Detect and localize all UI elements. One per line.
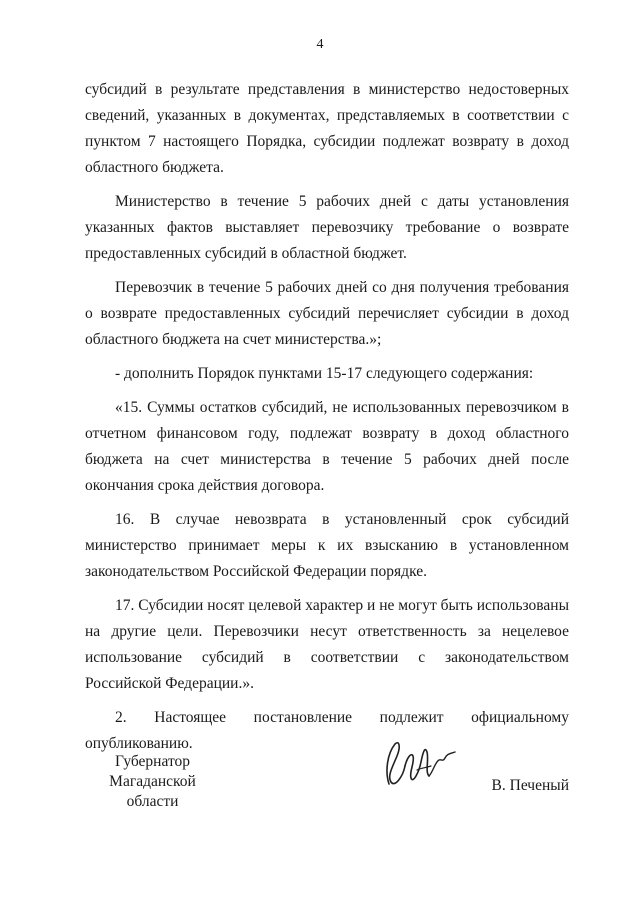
document-body <box>85 77 569 765</box>
page-number: 4 <box>316 37 324 52</box>
signature-block <box>85 752 569 812</box>
paragraph-amendment-intro: - дополнить Порядок пунктами 15-17 следующего содержания: <box>115 365 534 382</box>
signer-position-line1: Губернатор <box>114 753 191 770</box>
handwritten-signature <box>375 732 465 792</box>
signer-position <box>85 752 220 812</box>
paragraph-item-16: 16. В случае невозврата в установленный срок субсидий министерство принимает меры к их взысканию в установленном законодательством Российской Федерации порядке. <box>85 511 569 580</box>
paragraph-ministry-demand: Министерство в течение 5 рабочих дней с даты установления указанных фактов выставляет перевозчику требование о возврате предоставленных субсидий в областной бюджет. <box>85 193 569 262</box>
signer-name: В. Печеный <box>491 777 569 794</box>
paragraph-publication: 2. Настоящее постановление подлежит официальному опубликованию. <box>85 709 569 752</box>
signer-position-line2: Магаданской области <box>109 773 196 810</box>
paragraph-carrier-refund: Перевозчик в течение 5 рабочих дней со дня получения требования о возврате предоставленных субсидий перечисляет субсидии в доход областного бюджета на счет министерства.»; <box>85 279 569 348</box>
paragraph-item-17: 17. Субсидии носят целевой характер и не могут быть использованы на другие цели. Перевозчики несут ответственность за нецелевое использование субсидий в соответствии с законодательством Российской Федерации.». <box>85 597 569 692</box>
paragraph-item-15: «15. Суммы остатков субсидий, не использованных перевозчиком в отчетном финансовом году, подлежат возврату в доход областного бюджета на счет министерства в течение 5 рабочих дней после окончания срока действия договора. <box>85 399 569 494</box>
paragraph-continuation: субсидий в результате представления в министерство недостоверных сведений, указанных в документах, представляемых в соответствии с пунктом 7 настоящего Порядка, субсидии подлежат возврату в доход областного бюджета. <box>85 81 569 176</box>
